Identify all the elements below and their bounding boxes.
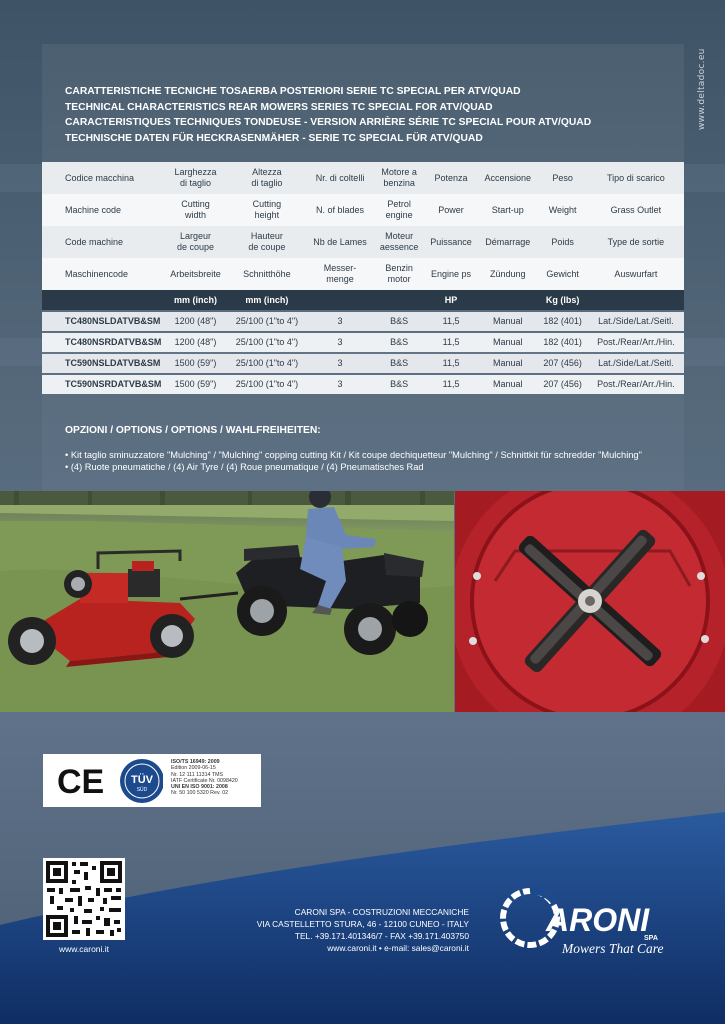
mower-atv-illustration — [0, 491, 454, 712]
header-cell: Gewicht — [538, 258, 588, 290]
header-cell: Benzin motor — [374, 258, 424, 290]
table-row — [42, 354, 684, 374]
table-cell: 25/100 (1"to 4") — [228, 354, 306, 374]
header-cell: Power — [424, 194, 478, 226]
header-cell: Démarrage — [478, 226, 538, 258]
unit-cell: mm (inch) — [228, 290, 306, 310]
header-cell: Altezza di taglio — [228, 162, 306, 194]
table-cell: TC590NSLDATVB&SM — [42, 354, 163, 374]
header-cell: Start-up — [478, 194, 538, 226]
unit-cell — [478, 290, 538, 310]
table-cell: 1500 (59") — [163, 354, 227, 374]
tuv-sub: SÜD — [136, 787, 148, 793]
table-cell: Lat./Side/Lat./Seitl. — [588, 312, 684, 332]
header-cell: Grass Outlet — [588, 194, 684, 226]
header-cell: N. of blades — [306, 194, 374, 226]
table-cell: 25/100 (1"to 4") — [228, 333, 306, 353]
options-list — [65, 449, 685, 473]
table-cell: B&S — [374, 354, 424, 374]
header-row — [42, 162, 684, 194]
table-cell: TC480NSRDATVB&SM — [42, 333, 163, 353]
header-cell: Arbeitsbreite — [163, 258, 227, 290]
header-cell: Code machine — [42, 226, 163, 258]
option-item: • Kit taglio sminuzzatore "Mulching" / "Mulching" copping cutting Kit / Kit coupe dechiquetteur "Mulching" / Schnittkit für schredder "Mulching" — [65, 450, 642, 460]
company-address — [232, 906, 469, 954]
title-en: TECHNICAL CHARACTERISTICS REAR MOWERS SERIES TC SPECIAL FOR ATV/QUAD — [65, 101, 493, 113]
blade-closeup-photo — [455, 491, 725, 712]
table-cell: 11,5 — [424, 312, 478, 332]
table-cell: 1200 (48") — [163, 333, 227, 353]
table-cell: 207 (456) — [538, 375, 588, 395]
logo-wordmark: ARONI — [546, 902, 650, 938]
blade-illustration — [455, 491, 725, 712]
table-cell: 182 (401) — [538, 312, 588, 332]
cert-line: IATF Certificate Nr. 0098420 — [171, 777, 238, 784]
table-cell: B&S — [374, 375, 424, 395]
header-cell: Nr. di coltelli — [306, 162, 374, 194]
table-row — [42, 375, 684, 395]
unit-cell — [306, 290, 374, 310]
header-cell: Maschinencode — [42, 258, 163, 290]
spec-table — [42, 162, 684, 394]
table-cell: 207 (456) — [538, 354, 588, 374]
table-cell: 182 (401) — [538, 333, 588, 353]
title-de: TECHNISCHE DATEN FÜR HECKRASENMÄHER - SERIE TC SPECIAL FÜR ATV/QUAD — [65, 132, 483, 144]
header-cell: Petrol engine — [374, 194, 424, 226]
header-cell: Tipo di scarico — [588, 162, 684, 194]
title-block — [65, 84, 665, 146]
header-row — [42, 226, 684, 258]
table-cell: 25/100 (1"to 4") — [228, 375, 306, 395]
unit-cell — [588, 290, 684, 310]
cert-line: Nr. 12 111 11314 TMS — [171, 771, 224, 778]
header-cell: Zündung — [478, 258, 538, 290]
unit-cell: mm (inch) — [163, 290, 227, 310]
header-cell: Weight — [538, 194, 588, 226]
header-cell: Cutting width — [163, 194, 227, 226]
header-cell: Engine ps — [424, 258, 478, 290]
title-fr: CARACTERISTIQUES TECHNIQUES TONDEUSE - VERSION ARRIÈRE SÉRIE TC SPECIAL POUR ATV/QUAD — [65, 117, 592, 129]
table-cell: Lat./Side/Lat./Seitl. — [588, 354, 684, 374]
ce-mark: CE — [57, 763, 105, 801]
cert-line: ISO/TS 16949: 2009 — [171, 759, 220, 765]
qr-code[interactable] — [43, 858, 125, 940]
table-cell: Manual — [478, 375, 538, 395]
address-line: VIA CASTELLETTO STURA, 46 - 12100 CUNEO - ITALY — [256, 919, 469, 929]
address-line[interactable]: www.caroni.it • e-mail: sales@caroni.it — [327, 943, 469, 953]
unit-cell: Kg (lbs) — [538, 290, 588, 310]
cert-line: UNI EN ISO 9001: 2008 — [171, 784, 228, 791]
header-cell: Cutting height — [228, 194, 306, 226]
header-cell: Largeur de coupe — [163, 226, 227, 258]
table-cell: Post./Rear/Arr./Hin. — [588, 375, 684, 395]
header-cell: Peso — [538, 162, 588, 194]
table-cell: 1200 (48") — [163, 312, 227, 332]
table-cell: 11,5 — [424, 333, 478, 353]
table-cell: Post./Rear/Arr./Hin. — [588, 333, 684, 353]
mower-atv-photo — [0, 491, 454, 712]
header-cell: Motore a benzina — [374, 162, 424, 194]
qr-pattern — [43, 858, 125, 940]
header-cell: Puissance — [424, 226, 478, 258]
header-cell: Nb de Lames — [306, 226, 374, 258]
tuv-label: TÜV — [131, 774, 153, 786]
header-cell: Messer- menge — [306, 258, 374, 290]
table-row — [42, 333, 684, 353]
header-cell: Codice macchina — [42, 162, 163, 194]
table-cell: 3 — [306, 333, 374, 353]
options-title: OPZIONI / OPTIONS / OPTIONS / WAHLFREIHEITEN: — [65, 425, 321, 436]
header-cell: Moteur aessence — [374, 226, 424, 258]
unit-cell — [42, 290, 163, 310]
unit-cell — [374, 290, 424, 310]
table-cell: 25/100 (1"to 4") — [228, 312, 306, 332]
table-cell: 3 — [306, 354, 374, 374]
title-it: CARATTERISTICHE TECNICHE TOSAERBA POSTERIORI SERIE TC SPECIAL PER ATV/QUAD — [65, 86, 521, 97]
options-panel — [42, 394, 684, 492]
header-cell: Poids — [538, 226, 588, 258]
header-cell: Larghezza di taglio — [163, 162, 227, 194]
table-cell: 11,5 — [424, 354, 478, 374]
table-cell: B&S — [374, 333, 424, 353]
header-cell: Hauteur de coupe — [228, 226, 306, 258]
address-line: CARONI SPA - COSTRUZIONI MECCANICHE — [294, 907, 469, 917]
header-cell: Accensione — [478, 162, 538, 194]
header-row — [42, 194, 684, 226]
header-cell: Potenza — [424, 162, 478, 194]
website-link[interactable]: www.caroni.it — [58, 944, 110, 954]
header-cell: Auswurfart — [588, 258, 684, 290]
tagline: Mowers That Care — [562, 941, 664, 956]
table-cell: TC590NSRDATVB&SM — [42, 375, 163, 395]
table-cell: 11,5 — [424, 375, 478, 395]
logo-sub: SPA — [644, 935, 658, 942]
certification-text — [171, 759, 259, 797]
table-cell: 3 — [306, 312, 374, 332]
units-row — [42, 290, 684, 310]
table-cell: Manual — [478, 312, 538, 332]
unit-cell: HP — [424, 290, 478, 310]
table-cell: TC480NSLDATVB&SM — [42, 312, 163, 332]
header-cell: Schnitthöhe — [228, 258, 306, 290]
table-cell: 1500 (59") — [163, 375, 227, 395]
table-row — [42, 312, 684, 332]
table-cell: 3 — [306, 375, 374, 395]
header-cell: Type de sortie — [588, 226, 684, 258]
table-cell: B&S — [374, 312, 424, 332]
cert-line: Edition 2009-06-15 — [171, 765, 216, 772]
table-cell: Manual — [478, 354, 538, 374]
header-row — [42, 258, 684, 290]
table-cell: Manual — [478, 333, 538, 353]
cert-line: Nr. 50 100 5320 Rev. 02 — [171, 790, 229, 797]
watermark: www.deltadoc.eu — [697, 48, 707, 130]
header-cell: Machine code — [42, 194, 163, 226]
address-line: TEL. +39.171.401346/7 - FAX +39.171.403750 — [294, 931, 469, 941]
option-item: • (4) Ruote pneumatiche / (4) Air Tyre / (4) Roue pneumatique / (4) Pneumatisches Rad — [65, 462, 424, 472]
